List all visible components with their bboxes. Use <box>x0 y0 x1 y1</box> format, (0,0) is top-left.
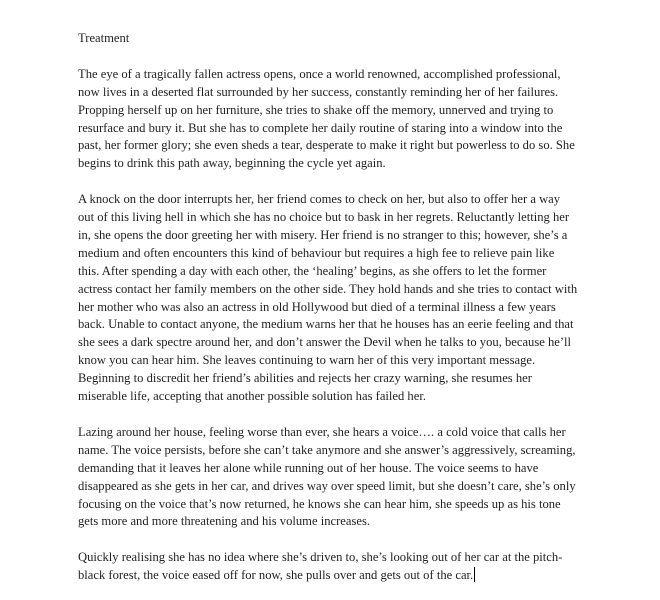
paragraph-3: Lazing around her house, feeling worse than ever, she hears a voice…. a cold voice that calls her name. The voice persists, before she can’t take anymore and she answer’s aggressively, screaming, demanding that it leaves her alone while running out of her house. The voice seems to have disappeared as she gets in her car, and drives way over speed limit, but she doesn’t care, she’s only focusing on the voice that’s now returned, he knows she can hear him, she speeds up as his tone gets more and more threatening and his volume increases. <box>78 424 576 529</box>
document-body[interactable] <box>78 30 578 585</box>
paragraph-4-text: Quickly realising she has no idea where she’s driven to, she’s looking out of her car at the pitch-black forest, the voice eased off for now, she pulls over and gets out of the car. <box>78 550 563 583</box>
paragraph-1: The eye of a tragically fallen actress opens, once a world renowned, accomplished professional, now lives in a deserted flat surrounded by her success, constantly reminding her of her failures. Propping herself up on her furniture, she tries to shake off the memory, unnerved and trying to resurface and bury it. But she has to complete her daily routine of staring into a window into the past, her former glory; she even sheds a tear, desperate to make it right but powerless to do so. She begins to drink this path away, beginning the cycle yet again. <box>78 66 575 171</box>
document-title: Treatment <box>78 31 130 45</box>
paragraph-2: A knock on the door interrupts her, her friend comes to check on her, but also to offer her a way out of this living hell in which she has no choice but to bask in her regrets. Reluctantly letting her in, she opens the door greeting her with misery. Her friend is no stranger to this; however, she’s a medium and often encounters this kind of behaviour but requires a high fee to relieve pain like this. After spending a day with each other, the ‘healing’ begins, as she offers to let the former actress contact her family members on the other side. They hold hands and she tries to contact with her mother who was also an actress in old Hollywood but died of a terminal illness a few years back. Unable to contact anyone, the medium warns her that he houses has an eerie feeling and that she sees a dark spectre around her, and don’t answer the Devil when he talks to you, because he’ll know you can hear him. She leaves continuing to warn her of this very important message. Beginning to discredit her friend’s abilities and rejects her crazy warning, she resumes her miserable life, accepting that another possible solution has failed her. <box>78 192 578 404</box>
paragraph-4 <box>78 549 578 585</box>
text-cursor <box>474 567 475 582</box>
